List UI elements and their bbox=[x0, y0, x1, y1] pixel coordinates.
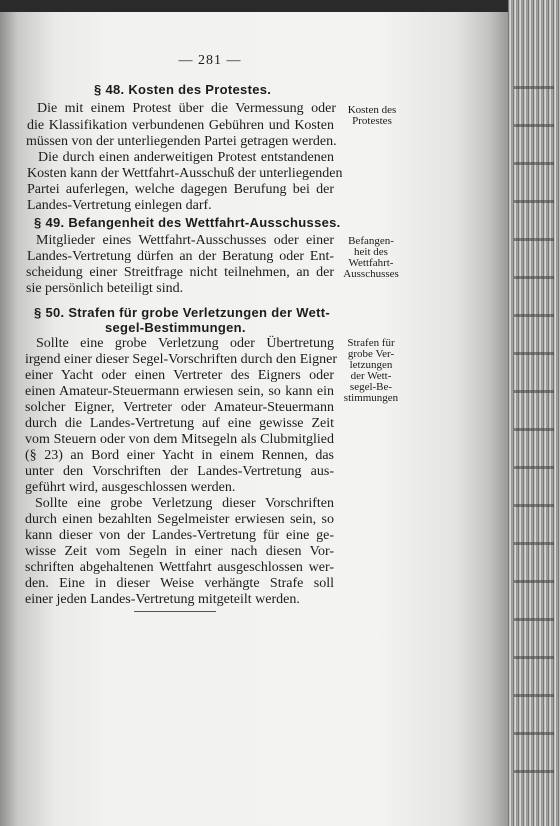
section-50-heading: § 50. Strafen für grobe Verletzungen der Wett- bbox=[34, 305, 331, 320]
text-line: Die mit einem Protest über die Vermessung oder bbox=[37, 101, 336, 116]
text-line: Mitglieder eines Wettfahrt-Ausschusses oder einer bbox=[36, 233, 334, 248]
margin-note-line: segel-Be- bbox=[349, 381, 393, 393]
text-line: irgend einer dieser Segel-Vorschriften durch den Eigner bbox=[25, 352, 338, 367]
margin-note-line: Befangen- bbox=[348, 235, 394, 247]
text-line: Kosten kann der Wettfahrt-Ausschuß der unterliegenden bbox=[27, 166, 343, 181]
text-line: geführt wird, ausgeschlossen werden. bbox=[25, 480, 236, 495]
margin-note-line: stimmungen bbox=[343, 392, 399, 404]
text-line: einer Yacht oder einen Vertreter des Eigners oder bbox=[25, 368, 334, 383]
margin-note-line: Wettfahrt- bbox=[348, 257, 394, 269]
text-line: Landes-Vertretung einlegen darf. bbox=[27, 198, 212, 213]
text-line: durch einen bezahlten Segelmeister erwiesen sein, so bbox=[25, 512, 334, 527]
text-line: den. Eine in dieser Weise verhängte Strafe soll bbox=[25, 576, 334, 591]
text-line: Die durch einen anderweitigen Protest entstandenen bbox=[38, 150, 334, 165]
margin-note-line: Protestes bbox=[352, 115, 392, 127]
text-line: Partei auferlegen, welche dagegen Berufung bei der bbox=[27, 182, 334, 197]
margin-note-line: der Wett- bbox=[350, 370, 392, 382]
text-line: Landes-Vertretung dürfen an der Beratung oder Ent- bbox=[27, 249, 334, 264]
text-line: die Klassifikation verbundenen Gebühren und Kosten bbox=[27, 118, 334, 133]
text-line: Sollte eine grobe Verletzung oder Übertretung bbox=[36, 336, 334, 351]
text-line: vom Steuern oder von dem Mitsegeln als Clubmitglied bbox=[25, 432, 334, 447]
text-line: kann dieser von der Landes-Vertretung für eine ge- bbox=[25, 528, 334, 543]
text-line: Sollte eine grobe Verletzung dieser Vorschriften bbox=[35, 496, 334, 511]
text-line: sie persönlich beteiligt sind. bbox=[26, 281, 184, 296]
text-line: solcher Eigner, Vertreter oder Amateur-Steuermann bbox=[25, 400, 334, 415]
section-49-heading: § 49. Befangenheit des Wettfahrt-Ausschusses. bbox=[34, 215, 341, 230]
text-line: müssen von der unterliegenden Partei getragen werden. bbox=[26, 134, 337, 149]
section-50-heading-continued: segel-Bestimmungen. bbox=[105, 320, 246, 335]
text-line: wisse Zeit vom Segeln in einer nach diesen Vor- bbox=[25, 544, 334, 559]
page-number: — 281 — bbox=[178, 53, 242, 68]
text-line: durch die Landes-Vertretung auf eine gewisse Zeit bbox=[25, 416, 334, 431]
margin-note-line: Ausschusses bbox=[343, 268, 399, 280]
text-line: unter den Vorschriften der Landes-Vertretung aus- bbox=[25, 464, 334, 479]
text-line: schriften abgehaltenen Wettfahrt ausgeschlossen wer- bbox=[25, 560, 334, 575]
margin-note-line: letzungen bbox=[349, 359, 393, 371]
section-48-heading: § 48. Kosten des Protestes. bbox=[94, 82, 272, 97]
text-line: scheidung einer Streitfrage nicht teilnehmen, an der bbox=[26, 265, 334, 280]
margin-note-line: Kosten des bbox=[347, 104, 397, 116]
text-line: einer jeden Landes-Vertretung mitgeteilt werden. bbox=[25, 592, 300, 607]
margin-note-line: grobe Ver- bbox=[347, 348, 395, 360]
footer-rule bbox=[134, 611, 216, 612]
text-line: (§ 23) an Bord einer Yacht in einem Rennen, das bbox=[25, 448, 334, 463]
text-line: einen Amateur-Steuermann erwiesen sein, so kann ein bbox=[25, 384, 334, 399]
margin-note-line: Strafen für bbox=[347, 337, 395, 349]
margin-note-line: heit des bbox=[354, 246, 388, 258]
